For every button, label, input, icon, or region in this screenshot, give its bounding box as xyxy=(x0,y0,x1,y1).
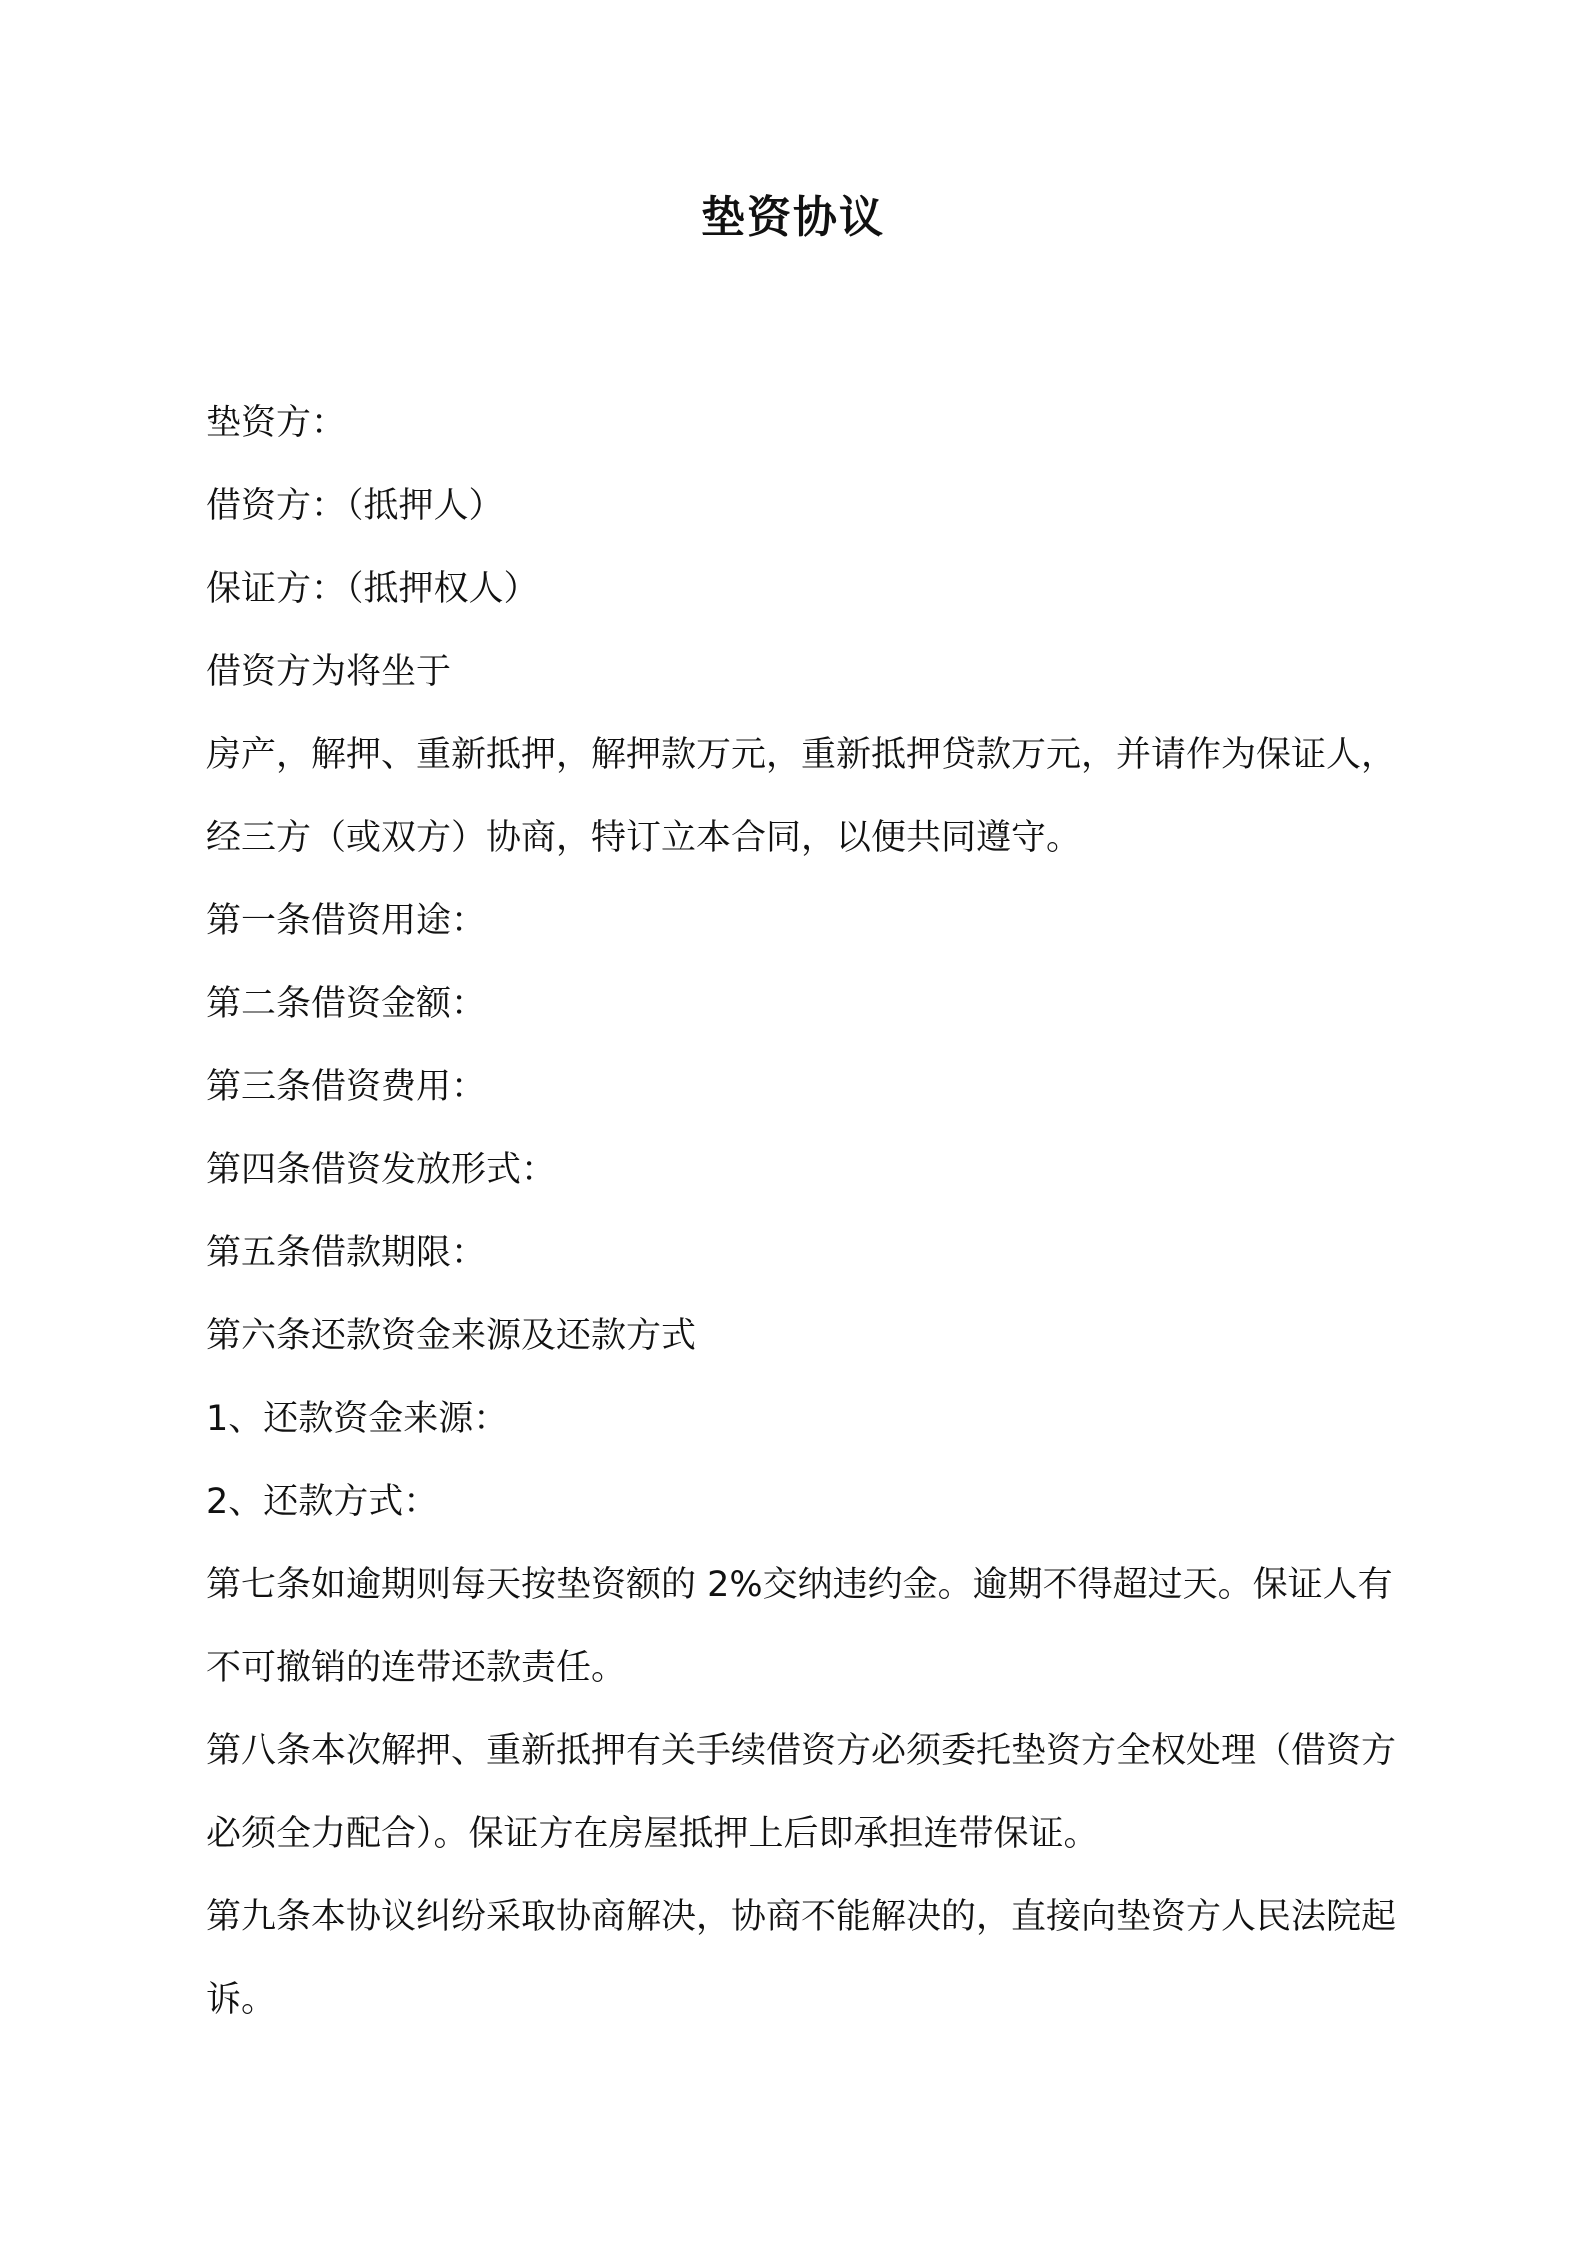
document-body xyxy=(206,382,1406,2042)
article-8: 第八条本次解押、重新抵押有关手续借资方必须委托垫资方全权处理（借资方必须全力配合）。保证方在房屋抵押上后即承担连带保证。 xyxy=(206,1731,1397,1854)
party-advancer-line: 垫资方： xyxy=(206,403,347,443)
property-location-line: 借资方为将坐于 xyxy=(206,652,452,692)
article-9: 第九条本协议纠纷采取协商解决，协商不能解决的，直接向垫资方人民法院起诉。 xyxy=(206,1897,1397,2020)
article-7: 第七条如逾期则每天按垫资额的 2%交纳违约金。逾期不得超过天。保证人有不可撤销的连带还款责任。 xyxy=(206,1565,1393,1688)
document-title: 垫资协议 xyxy=(701,192,885,243)
article-1: 第一条借资用途： xyxy=(206,901,487,941)
article-6: 第六条还款资金来源及还款方式 xyxy=(206,1316,697,1356)
article-5: 第五条借款期限： xyxy=(206,1233,487,1273)
article-6-item-1: 1、还款资金来源： xyxy=(206,1399,509,1439)
article-2: 第二条借资金额： xyxy=(206,984,487,1024)
article-4: 第四条借资发放形式： xyxy=(206,1150,557,1190)
party-guarantor-line: 保证方：（抵押权人） xyxy=(206,569,539,609)
party-borrower-line: 借资方：（抵押人） xyxy=(206,486,504,526)
article-3: 第三条借资费用： xyxy=(206,1067,487,1107)
article-6-item-2: 2、还款方式： xyxy=(206,1482,439,1522)
preamble-paragraph: 房产，解押、重新抵押，解押款万元，重新抵押贷款万元，并请作为保证人，经三方（或双方）协商，特订立本合同，以便共同遵守。 xyxy=(206,735,1397,858)
